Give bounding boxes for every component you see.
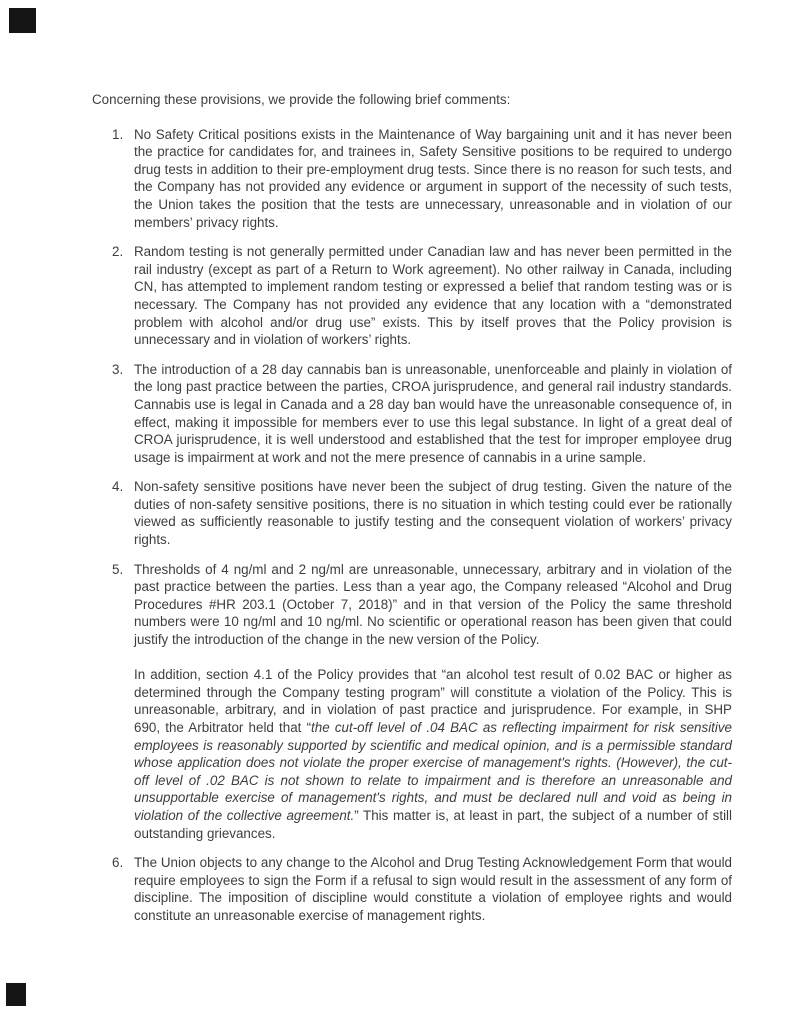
list-item — [92, 361, 732, 467]
body-text: In addition, section 4.1 of the Policy provides that “an alcohol test result of 0.02 BAC or higher as determined through the Company testing program” will constitute a violation of the Policy. This is unreasonable, arbitrary, and in violation of past practice and jurisprudence. For example, in SHP 690, the Arbitrator held that “ — [134, 667, 732, 735]
quoted-italic-text: the cut-off level of .04 BAC as reflecting impairment for risk sensitive employees is reasonably supported by scientific and medical opinion, and is a permissible standard whose application does not violate the proper exercise of management's rights. (However), the cut-off level of .02 BAC is not shown to relate to impairment and is therefore an unreasonable and unsupportable exercise of management's rights, and must be declared null and void as being in violation of the collective agreement. — [134, 720, 733, 823]
document-content — [92, 91, 732, 925]
comments-list — [92, 126, 732, 925]
list-item — [92, 854, 732, 924]
list-item-paragraph — [134, 561, 732, 649]
list-item — [92, 126, 732, 232]
list-item-paragraph — [134, 854, 732, 924]
list-item-number: 1. — [112, 126, 124, 142]
list-item-paragraph — [134, 478, 732, 548]
body-text: The introduction of a 28 day cannabis ban is unreasonable, unenforceable and plainly in violation of the long past practice between the parties, CROA jurisprudence, and general rail industry standards. Cannabis use is legal in Canada and a 28 day ban would have the unreasonable consequence of, in effect, making it impossible for members ever to use this legal substance. In light of a great deal of CROA jurisprudence, it is well understood and established that the test for improper employee drug usage is impairment at work and not the mere presence of cannabis in a urine sample. — [134, 361, 732, 465]
list-item — [92, 561, 732, 843]
list-item-paragraph — [134, 243, 732, 349]
body-text: Random testing is not generally permitted under Canadian law and has never been permitted in the rail industry (except as part of a Return to Work agreement). No other railway in Canada, including CN, has attempted to implement random testing or expressed a belief that random testing was or is necessary. The Company has not provided any evidence that any location with a “demonstrated problem with alcohol and/or drug use” exists. This by itself proves that the Policy provision is unnecessary and in violation of workers’ rights. — [134, 244, 732, 348]
body-text: No Safety Critical positions exists in the Maintenance of Way bargaining unit and it has never been the practice for candidates for, and trainees in, Safety Sensitive positions to be required to undergo drug tests in addition to their pre-employment drug tests. Since there is no reason for such tests, and the Company has not provided any evidence or argument in support of the necessity of such tests, the Union takes the position that the tests are unnecessary, unreasonable and in violation of our members’ privacy rights. — [134, 126, 732, 230]
list-item-number: 6. — [112, 855, 124, 871]
list-item-number: 3. — [112, 361, 124, 377]
list-item-number: 2. — [112, 244, 124, 260]
list-item-paragraph — [134, 666, 732, 842]
list-item-number: 5. — [112, 561, 124, 577]
scan-artifact-bottom-left — [6, 983, 26, 1006]
body-text: Non-safety sensitive positions have never been the subject of drug testing. Given the nature of the duties of non-safety sensitive positions, there is no situation in which testing could ever be rationally viewed as sufficiently reasonable to justify testing and the consequent violation of workers’ privacy rights. — [134, 479, 732, 548]
list-item-number: 4. — [112, 479, 124, 495]
list-item — [92, 243, 732, 349]
list-item — [92, 478, 732, 548]
list-item-paragraph — [134, 361, 732, 467]
intro-paragraph: Concerning these provisions, we provide the following brief comments: — [92, 92, 511, 107]
body-text: Thresholds of 4 ng/ml and 2 ng/ml are unreasonable, unnecessary, arbitrary and in violation of the past practice between the parties. Less than a year ago, the Company released “Alcohol and Drug Procedures #HR 203.1 (October 7, 2018)” and in that version of the Policy the same threshold numbers were 10 ng/ml and 10 ng/ml. No scientific or operational reason has been given that could justify the introduction of the change in the new version of the Policy. — [134, 561, 732, 648]
body-text: The Union objects to any change to the Alcohol and Drug Testing Acknowledgement Form that would require employees to sign the Form if a refusal to sign would result in the assessment of any form of discipline. The imposition of discipline would constitute a violation of employee rights and would constitute an unreasonable exercise of management rights. — [134, 855, 732, 923]
body-text: ” This matter is, at least in part, the subject of a number of still outstanding grievances. — [134, 807, 732, 841]
list-item-paragraph — [134, 126, 732, 232]
scan-artifact-top-left — [9, 8, 36, 33]
